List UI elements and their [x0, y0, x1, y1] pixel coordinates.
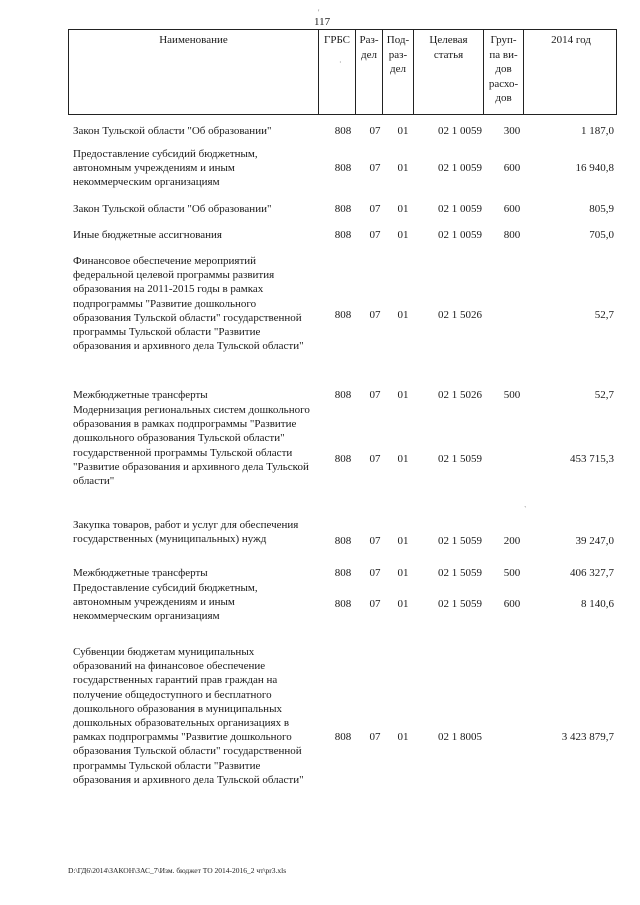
row-sum: 52,7	[594, 309, 614, 321]
row-podrazdel: 01	[397, 162, 409, 174]
row-grbs: 808	[334, 731, 352, 743]
row-grbs: 808	[334, 309, 352, 321]
row-target: 02 1 0059	[438, 162, 482, 174]
row-grbs: 808	[334, 389, 352, 401]
row-podrazdel: 01	[397, 453, 409, 465]
row-target: 02 1 0059	[438, 229, 482, 241]
row-podrazdel: 01	[397, 125, 409, 137]
scan-speck: ·	[339, 58, 342, 67]
row-group: 500	[503, 567, 521, 579]
row-sum: 16 940,8	[575, 162, 614, 174]
row-podrazdel: 01	[397, 309, 409, 321]
row-razdel: 07	[369, 125, 381, 137]
row-group: 300	[503, 125, 521, 137]
row-razdel: 07	[369, 598, 381, 610]
row-sum: 39 247,0	[575, 535, 614, 547]
row-target: 02 1 8005	[438, 731, 482, 743]
row-name: Иные бюджетные ассигнования	[73, 229, 222, 241]
scan-speck: '	[318, 8, 320, 17]
row-grbs: 808	[334, 203, 352, 215]
row-grbs: 808	[334, 567, 352, 579]
page-number: 117	[314, 16, 331, 28]
row-razdel: 07	[369, 731, 381, 743]
row-target: 02 1 5026	[438, 389, 482, 401]
row-name: Субвенции бюджетам муниципальных образований на финансовое обеспечение государственных гарантий прав граждан на получение общедоступного и бесплатного дошкольного образования в муниципальных дошкольных образовательных организациях в рамках подпрограммы "Развитие дошкольного образования Тульской области" государственной программы Тульской области "Развитие образования и архивного дела Тульской области"	[73, 646, 304, 786]
row-name: Модернизация региональных систем дошкольного образования в рамках подпрограммы "Развитие дошкольного образования Тульской области" государственной программы Тульской области "Развитие образования и архивного дела Тульской области"	[73, 404, 310, 488]
row-group: 800	[503, 229, 521, 241]
header-razdel: Раз- дел	[356, 30, 383, 114]
header-target: Целевая статья	[414, 30, 484, 114]
row-grbs: 808	[334, 535, 352, 547]
row-name: Межбюджетные трансферты	[73, 567, 208, 579]
header-name: Наименование	[69, 30, 319, 114]
row-sum: 1 187,0	[581, 125, 614, 137]
row-podrazdel: 01	[397, 598, 409, 610]
row-sum: 52,7	[594, 389, 614, 401]
row-group: 600	[503, 203, 521, 215]
row-grbs: 808	[334, 598, 352, 610]
row-target: 02 1 0059	[438, 203, 482, 215]
row-target: 02 1 5026	[438, 309, 482, 321]
row-target: 02 1 5059	[438, 535, 482, 547]
row-grbs: 808	[334, 229, 352, 241]
row-sum: 805,9	[589, 203, 614, 215]
row-podrazdel: 01	[397, 203, 409, 215]
header-group: Груп- па ви- дов расхо- дов	[484, 30, 524, 114]
row-razdel: 07	[369, 309, 381, 321]
row-razdel: 07	[369, 229, 381, 241]
row-group: 600	[503, 162, 521, 174]
table-header	[68, 29, 617, 115]
row-name: Межбюджетные трансферты	[73, 389, 208, 401]
row-target: 02 1 5059	[438, 598, 482, 610]
row-grbs: 808	[334, 453, 352, 465]
row-name: Предоставление субсидий бюджетным, автономным учреждениям и иным некоммерческим организациям	[73, 148, 258, 189]
header-podrazdel: Под- раз- дел	[383, 30, 414, 114]
row-name: Предоставление субсидий бюджетным, автономным учреждениям и иным некоммерческим организациям	[73, 582, 258, 623]
row-sum: 3 423 879,7	[561, 731, 614, 743]
row-razdel: 07	[369, 203, 381, 215]
row-target: 02 1 5059	[438, 567, 482, 579]
row-podrazdel: 01	[397, 229, 409, 241]
row-name: Закон Тульской области "Об образовании"	[73, 125, 272, 137]
row-name: Закон Тульской области "Об образовании"	[73, 203, 272, 215]
header-year: 2014 год	[551, 34, 591, 46]
row-group: 500	[503, 389, 521, 401]
budget-table	[68, 29, 617, 115]
row-razdel: 07	[369, 162, 381, 174]
row-podrazdel: 01	[397, 389, 409, 401]
scan-speck: `	[524, 505, 527, 514]
row-podrazdel: 01	[397, 535, 409, 547]
row-razdel: 07	[369, 535, 381, 547]
row-group: 200	[503, 535, 521, 547]
row-name: Финансовое обеспечение мероприятий федеральной целевой программы развития образования на 2011-2015 годы в рамках подпрограммы "Развитие дошкольного образования Тульской области" государственной программы Тульской области "Развитие образования и архивного дела Тульской области"	[73, 255, 304, 353]
row-razdel: 07	[369, 567, 381, 579]
row-razdel: 07	[369, 453, 381, 465]
row-target: 02 1 5059	[438, 453, 482, 465]
header-grbs: ГРБС	[319, 30, 356, 114]
row-sum: 406 327,7	[570, 567, 614, 579]
row-name: Закупка товаров, работ и услуг для обеспечения государственных (муниципальных) нужд	[73, 519, 299, 546]
file-path-footer: D:\ГД6\2014\ЗАКОН\ЗАС_7\Изм. бюджет ТО 2014-2016_2 чт\pr3.xls	[68, 866, 287, 875]
row-podrazdel: 01	[397, 731, 409, 743]
row-grbs: 808	[334, 162, 352, 174]
row-grbs: 808	[334, 125, 352, 137]
row-sum: 705,0	[589, 229, 614, 241]
row-sum: 8 140,6	[581, 598, 614, 610]
row-group: 600	[503, 598, 521, 610]
row-sum: 453 715,3	[570, 453, 614, 465]
row-target: 02 1 0059	[438, 125, 482, 137]
row-podrazdel: 01	[397, 567, 409, 579]
row-razdel: 07	[369, 389, 381, 401]
